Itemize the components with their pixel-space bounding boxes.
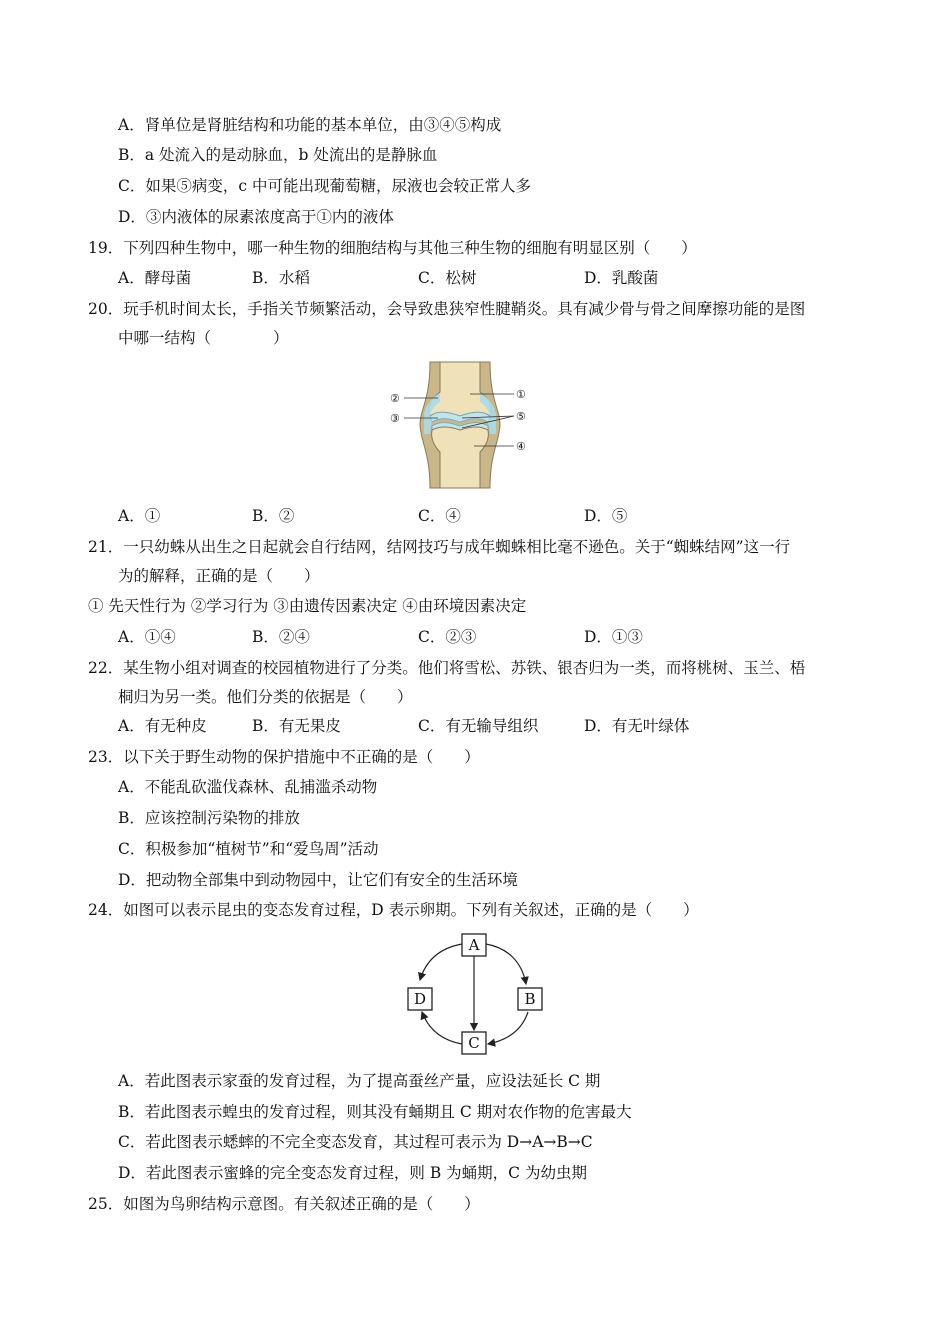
- q22-option-a: A．有无种皮: [118, 717, 207, 735]
- q21-option-b: B．②④: [252, 628, 310, 646]
- q24-option-c: C．若此图表示蟋蟀的不完全变态发育，其过程可表示为 D→A→B→C: [118, 1133, 593, 1151]
- q22-stem-line2: 桐归为另一类。他们分类的依据是（ ）: [118, 688, 413, 706]
- q22-stem-line1: 22．某生物小组对调查的校园植物进行了分类。他们将雪松、苏铁、银杏归为一类，而将桃树、玉兰、梧: [88, 659, 806, 677]
- q21-option-c: C．②③: [418, 628, 477, 646]
- arrow-c-to-d: [422, 1012, 462, 1044]
- joint-label-2: ②: [390, 392, 400, 405]
- q24-option-b: B．若此图表示蝗虫的发育过程，则其没有蛹期且 C 期对农作物的危害最大: [118, 1103, 632, 1121]
- joint-label-5: ⑤: [516, 410, 526, 423]
- q23-option-a: A．不能乱砍滥伐森林、乱捕滥杀动物: [118, 778, 378, 796]
- joint-label-3: ③: [390, 412, 400, 425]
- q23-option-d: D．把动物全部集中到动物园中，让它们有安全的生活环境: [118, 871, 518, 889]
- q21-statements: ① 先天性行为 ②学习行为 ③由遗传因素决定 ④由环境因素决定: [88, 597, 527, 615]
- q22-option-c: C．有无输导组织: [418, 717, 539, 735]
- q23-option-c: C．积极参加“植树节”和“爱鸟周”活动: [118, 840, 379, 858]
- q19-option-c: C．松树: [418, 269, 477, 287]
- q23-stem: 23．以下关于野生动物的保护措施中不正确的是（ ）: [88, 748, 480, 766]
- q19-option-b: B．水稻: [252, 269, 310, 287]
- q21-option-d: D．①③: [584, 628, 643, 646]
- q25-stem: 25．如图为鸟卵结构示意图。有关叙述正确的是（ ）: [88, 1195, 480, 1213]
- q19-stem: 19．下列四种生物中，哪一种生物的细胞结构与其他三种生物的细胞有明显区别（ ）: [88, 239, 697, 257]
- q20-stem-line1: 20．玩手机时间太长，手指关节频繁活动，会导致患狭窄性腱鞘炎。具有减少骨与骨之间摩擦功能的是图: [88, 300, 806, 318]
- q24-option-a: A．若此图表示家蚕的发育过程，为了提高蚕丝产量，应设法延长 C 期: [118, 1072, 601, 1090]
- stage-b-label: B: [524, 990, 536, 1008]
- stage-a-label: A: [468, 936, 480, 954]
- q20-option-d: D．⑤: [584, 507, 628, 525]
- q22-option-d: D．有无叶绿体: [584, 717, 690, 735]
- joint-diagram: [390, 360, 540, 490]
- q18-option-a: A．肾单位是肾脏结构和功能的基本单位，由③④⑤构成: [118, 116, 502, 134]
- q20-stem-line2: 中哪一结构（ ）: [118, 329, 289, 347]
- q22-option-b: B．有无果皮: [252, 717, 341, 735]
- q18-option-b: B．a 处流入的是动脉血，b 处流出的是静脉血: [118, 146, 438, 164]
- q20-option-a: A．①: [118, 507, 161, 525]
- arrow-a-to-b: [486, 944, 526, 984]
- q18-option-c: C．如果⑤病变，c 中可能出现葡萄糖，尿液也会较正常人多: [118, 177, 531, 195]
- q24-option-d: D．若此图表示蜜蜂的完全变态发育过程，则 B 为蛹期，C 为幼虫期: [118, 1164, 587, 1182]
- q21-stem-line2: 为的解释，正确的是（ ）: [118, 567, 320, 585]
- arrow-b-to-c: [488, 1012, 528, 1044]
- q20-option-c: C．④: [418, 507, 461, 525]
- q21-option-a: A．①④: [118, 628, 176, 646]
- lower-bone: [432, 427, 489, 488]
- q19-option-a: A．酵母菌: [118, 269, 192, 287]
- q18-option-d: D．③内液体的尿素浓度高于①内的液体: [118, 208, 394, 226]
- q24-stem: 24．如图可以表示昆虫的变态发育过程，D 表示卵期。下列有关叙述，正确的是（ ）: [88, 901, 699, 919]
- stage-d-label: D: [413, 990, 427, 1008]
- stage-c-label: C: [468, 1034, 480, 1052]
- metamorphosis-cycle-diagram: [400, 930, 550, 1060]
- joint-label-1: ①: [516, 388, 526, 401]
- q20-option-b: B．②: [252, 507, 295, 525]
- q19-option-d: D．乳酸菌: [584, 269, 659, 287]
- joint-label-4: ④: [516, 440, 526, 453]
- q23-option-b: B．应该控制污染物的排放: [118, 809, 300, 827]
- arrow-d-to-a: [420, 944, 462, 980]
- q21-stem-line1: 21．一只幼蛛从出生之日起就会自行结网，结网技巧与成年蜘蛛相比毫不逊色。关于“蜘蛛结网”这一行: [88, 538, 791, 556]
